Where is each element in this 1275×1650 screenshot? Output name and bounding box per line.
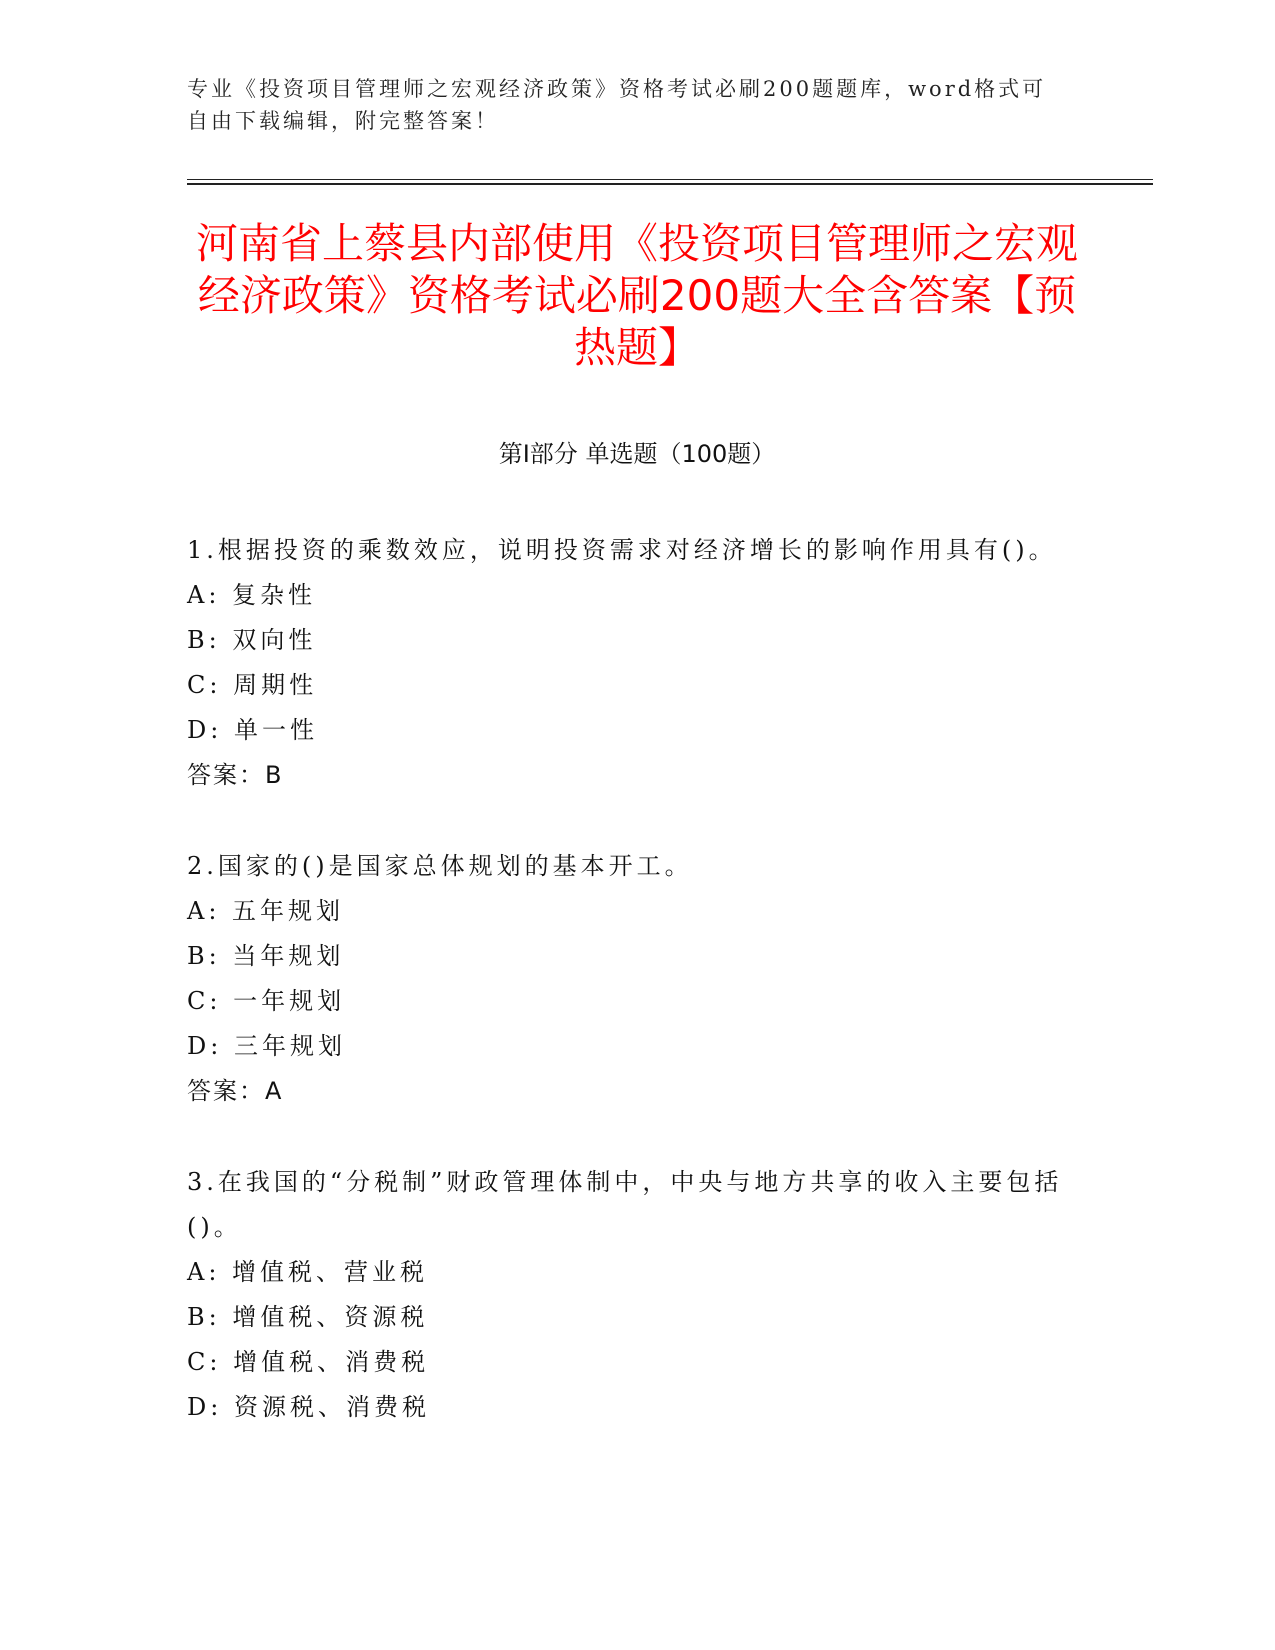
option-c: C: 一年规划 [187, 987, 346, 1015]
option-b: B: 双向性 [187, 626, 317, 654]
option-d: D: 单一性 [187, 716, 318, 744]
answer: 答案：A [187, 1077, 284, 1105]
question-list [187, 528, 1067, 1476]
option-a: A: 复杂性 [187, 581, 317, 609]
header-divider-thin [187, 179, 1153, 180]
option-a: A: 增值税、营业税 [187, 1258, 429, 1286]
option-c: C: 增值税、消费税 [187, 1348, 430, 1376]
option-a: A: 五年规划 [187, 897, 345, 925]
question-stem: 1.根据投资的乘数效应，说明投资需求对经济增长的影响作用具有()。 [187, 536, 1057, 564]
option-d: D: 资源税、消费税 [187, 1393, 430, 1421]
document-title: 河南省上蔡县内部使用《投资项目管理师之宏观经济政策》资格考试必刷200题大全含答案【预热题】 [195, 219, 1078, 372]
header-divider-thick [187, 183, 1153, 185]
question-1 [187, 528, 1067, 798]
question-3 [187, 1160, 1067, 1430]
option-c: C: 周期性 [187, 671, 318, 699]
question-2 [187, 844, 1067, 1114]
option-b: B: 增值税、资源税 [187, 1303, 429, 1331]
document-intro: 专业《投资项目管理师之宏观经济政策》资格考试必刷200题题库，word格式可自由下载编辑，附完整答案！ [187, 77, 1047, 133]
question-stem: 3.在我国的“分税制”财政管理体制中，中央与地方共享的收入主要包括()。 [187, 1168, 1063, 1241]
answer: 答案：B [187, 761, 284, 789]
option-b: B: 当年规划 [187, 942, 345, 970]
question-stem: 2.国家的()是国家总体规划的基本开工。 [187, 852, 693, 880]
section-title: 第I部分 单选题（100题） [498, 440, 776, 468]
option-d: D: 三年规划 [187, 1032, 346, 1060]
